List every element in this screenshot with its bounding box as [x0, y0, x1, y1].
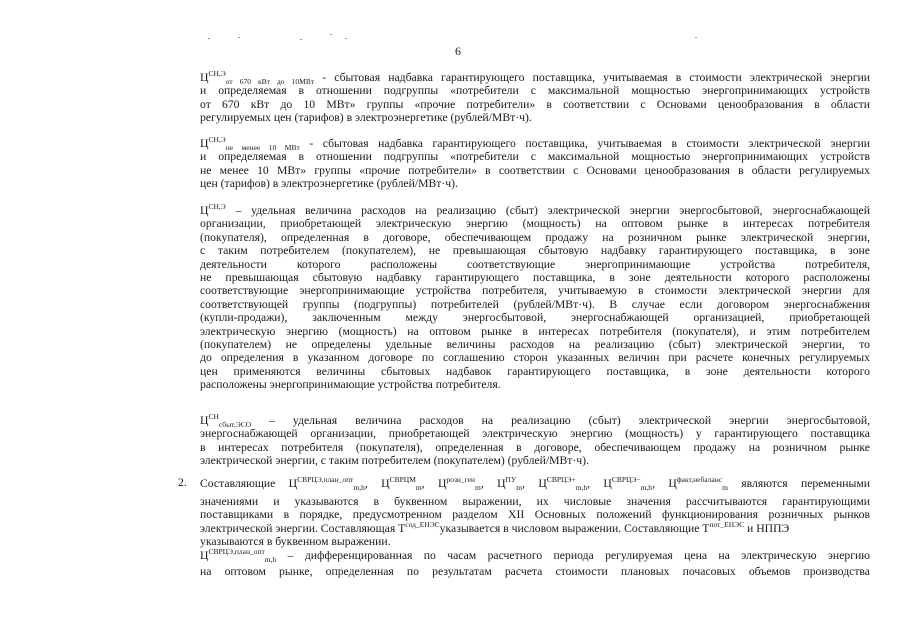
formula-symbol: $Ц^{СВРЦЭ-}_{m,h}$	[603, 475, 653, 492]
formula-symbol: $Ц^{факт,небаланс}_m$	[668, 475, 728, 492]
definition-block	[200, 71, 870, 125]
text-line: $Ц^{СВРЦЭ,план\_опт}_{m,h}$ – дифференцированная по часам расчетного периода регулируемая цена на электрическую энергию	[200, 546, 870, 564]
text-line: в интересах потребителя (покупателя), определенная в договоре, обеспечивающем продажу на розничном рынке	[200, 440, 870, 454]
formula-symbol: $Ц^{СН}_{сбыт,ЭСО}$	[200, 412, 252, 429]
formula-symbol: $Ц^{розн\_ген}_m$	[437, 475, 481, 492]
text-line: поставщиками в порядке, предусмотренном разделом XII Основных положений функционирования розничных рынков	[200, 508, 870, 522]
text-line: до определения в указанном договоре по соглашению сторон указанных величин при расчете конечных регулируемых	[200, 351, 870, 365]
formula-symbol: $Ц^{СВРЦМ}_m$	[381, 475, 422, 492]
formula-symbol: $Ц^{СН,Э}$	[200, 202, 226, 217]
text-line: $Ц^{СН,Э}_{от 670 кВт до 10МВт}$ - сбытовая надбавка гарантирующего поставщика, учитываемая в стоимости электрической энергии	[200, 69, 870, 86]
text-line: Составляющие $Ц^{СВРЦЭ,план\_опт}_{m,h}$, $Ц^{СВРЦМ}_m$, $Ц^{розн\_ген}_m$, $Ц^{ПУ}_m$, $Ц^{СВРЦЭ+}_{m,h}$, $Ц^{СВРЦЭ-}_{m,h}$, $Ц^{факт,небаланс}_m$ являются переменными	[200, 475, 871, 492]
text-line: и определяемая в отношении подгруппы «потребители с максимальной мощностью энергопринимающих устройств	[200, 150, 870, 164]
definition-block	[200, 414, 870, 468]
text-line: $Ц^{СН}_{сбыт,ЭСО}$ – удельная величина расходов на реализацию (сбыт) электрической энергии энергосбытовой,	[200, 412, 870, 429]
list-item-2	[200, 477, 870, 578]
text-line: соответствующей группы (подгруппы) потребителей (рублей/МВт·ч). В случае если договором энергоснабжения	[200, 297, 870, 311]
scan-speck	[238, 37, 240, 38]
text-line: не превышающая сбытовую надбавку гарантирующего поставщика, в зоне деятельности которого расположены	[200, 270, 870, 284]
text-line: (покупателем) не определены удельные величины расходов на реализацию (сбыт) электрической энергии, то	[200, 337, 870, 351]
formula-symbol: $Ц^{СН,Э}_{от 670 кВт до 10МВт}$	[200, 69, 315, 86]
scan-speck	[208, 38, 210, 39]
scan-speck	[695, 37, 697, 38]
definition-block	[200, 204, 870, 391]
list-number: 2.	[178, 476, 187, 489]
text-line: $Ц^{СН,Э}$ – удельная величина расходов на реализацию (сбыт) электрической энергии энергосбытовой, энергоснабжающей	[200, 202, 870, 217]
text-line: значениями и указываются в буквенном выражении, их числовые значения рассчитываются гарантирующими	[200, 495, 870, 508]
formula-symbol: $Ц^{СН,Э}_{не менее 10 МВт}$	[200, 135, 300, 152]
text-line: организации, приобретающей электрическую энергию (мощность) на оптовом рынке в интересах потребителя	[200, 217, 870, 231]
scan-speck	[330, 34, 332, 35]
scan-speck	[300, 39, 302, 40]
text-line: соответствующие энергопринимающие устройства потребителя, учитываемую в стоимости электрической энергии для	[200, 284, 870, 298]
text-line: электрическую энергию (мощность) на оптовом рынке в интересах потребителя (покупателя), и этим потребителем	[200, 324, 870, 338]
text-line: с таким потребителем (покупателем), не превышающая сбытовую надбавку гарантирующего поставщика, в зоне	[200, 244, 870, 258]
page-number: 6	[455, 44, 461, 58]
text-line: (купли-продажи), заключенным между энергосбытовой, энергоснабжающей организацией, приобретающей	[200, 311, 870, 325]
text-line: $Ц^{СН,Э}_{не менее 10 МВт}$ - сбытовая надбавка гарантирующего поставщика, учитываемая в стоимости электрической энергии	[200, 135, 870, 152]
text-line: и определяемая в отношении подгруппы «потребители с максимальной мощностью энергопринимающих устройств	[200, 84, 870, 98]
text-line: электрической энергии. Составляющая $Т^{сод\_ЕНЭС}указывается$ в числовом выражении. Составляющие $Т^{пот\_ЕНЭС}$ и НППЭ	[200, 519, 790, 535]
text-line: энергоснабжающей организации, приобретающей электрическую энергию (мощность) у гарантирующего поставщика	[200, 427, 870, 441]
formula-symbol: $Ц^{СВРЦЭ,план\_опт}_{m,h}$	[288, 475, 365, 492]
text-line: на оптовом рынке, определенная по результатам расчета стоимости плановых почасовых объемов производства	[200, 564, 870, 578]
formula-symbol: $Ц^{СВРЦЭ+}_{m,h}$	[538, 475, 588, 492]
definition-block	[200, 137, 870, 191]
text-line: цен применяются величины сбытовых надбавок гарантирующего поставщика, в зоне деятельности которого	[200, 364, 870, 378]
text-line: электрической энергии, с таким потребителем (покупателем) (рублей/МВт·ч).	[200, 454, 589, 468]
text-line: не менее 10 МВт» группы «прочие потребители» в соответствии с Основами ценообразования в области регулируемых	[200, 163, 870, 177]
text-line: деятельности которого расположены соответствующие энергопринимающие устройства потребителя,	[200, 257, 870, 271]
text-line: цен (тарифов) в электроэнергетике (рублей/МВт·ч).	[200, 177, 458, 191]
formula-symbol: $Ц^{ПУ}_m$	[497, 475, 523, 492]
text-line: указываются в буквенном выражении.	[200, 535, 391, 549]
text-line: (покупателя), определенная в договоре, обеспечивающем продажу на розничном рынке электрической энергии,	[200, 230, 870, 244]
text-line: расположены энергопринимающие устройства потребителя.	[200, 378, 501, 392]
scan-speck	[345, 38, 347, 39]
text-line: от 670 кВт до 10 МВт» группы «прочие потребители» в соответствии с Основами ценообразования в области	[200, 97, 870, 111]
text-line: регулируемых цен (тарифов) в электроэнергетике (рублей/МВт·ч).	[200, 111, 532, 125]
formula-symbol: $Ц^{СВРЦЭ,план\_опт}_{m,h}$	[200, 546, 277, 564]
